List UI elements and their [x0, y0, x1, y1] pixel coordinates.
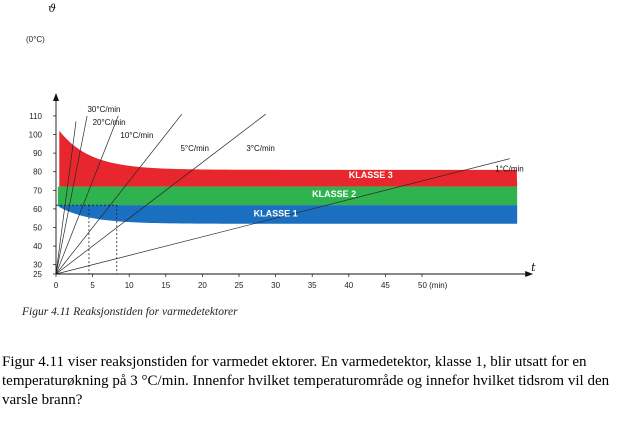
y-tick-label-25: 25 [33, 270, 42, 279]
y-tick-label-40: 40 [33, 242, 42, 252]
y-tick-label-100: 100 [28, 130, 42, 140]
x-tick-label-0: 0 [53, 281, 59, 290]
x-unit-label: 50 (min) [418, 281, 448, 290]
figure-caption: Figur 4.11 Reaksjonstiden for varmedetektorer [22, 306, 238, 318]
y-tick-label-30: 30 [33, 260, 42, 270]
x-axis-symbol: t [531, 261, 536, 274]
x-tick-label-15: 15 [161, 281, 171, 290]
x-tick-label-35: 35 [307, 281, 317, 290]
klasse-label-3: KLASSE 3 [348, 170, 393, 181]
y-tick-label-70: 70 [33, 186, 42, 196]
labels [26, 2, 536, 290]
x-tick-label-20: 20 [197, 281, 207, 290]
x-tick-label-25: 25 [234, 281, 244, 290]
ramp-label-20: 20°C/min [92, 118, 126, 128]
y-tick-label-60: 60 [33, 204, 42, 214]
question-text: Figur 4.11 viser reaksjonstiden for varmedet ektorer. En varmedetektor, klasse 1, blir utsatt for en temperaturøkning på 3 °C/min. Innenfor hvilket temperaturområde og innefor hvilket tidsrom vil den varsle brann? [2, 354, 610, 408]
y-tick-label-110: 110 [29, 111, 42, 121]
x-tick-label-30: 30 [271, 281, 281, 290]
ramp-label-30: 30°C/min [87, 105, 121, 115]
band-klasse-2 [58, 187, 517, 206]
y-unit-label: (0°C) [26, 35, 45, 44]
y-axis-arrow [53, 93, 59, 101]
y-tick-label-90: 90 [33, 149, 42, 159]
x-tick-label-10: 10 [124, 281, 134, 290]
klasse-label-1: KLASSE 1 [253, 208, 298, 219]
ramp-label-5: 5°C/min [180, 144, 209, 154]
klasse-label-2: KLASSE 2 [312, 188, 357, 199]
y-tick-label-50: 50 [33, 223, 42, 233]
y-tick-label-80: 80 [33, 167, 42, 177]
x-tick-label-5: 5 [90, 281, 95, 290]
x-tick-label-45: 45 [380, 281, 390, 290]
x-tick-label-40: 40 [344, 281, 354, 290]
y-axis-symbol: ϑ [48, 2, 56, 15]
ramp-label-10: 10°C/min [120, 131, 154, 141]
ramp-label-1: 1°C/min [495, 164, 524, 174]
ramp-label-3: 3°C/min [246, 144, 275, 154]
